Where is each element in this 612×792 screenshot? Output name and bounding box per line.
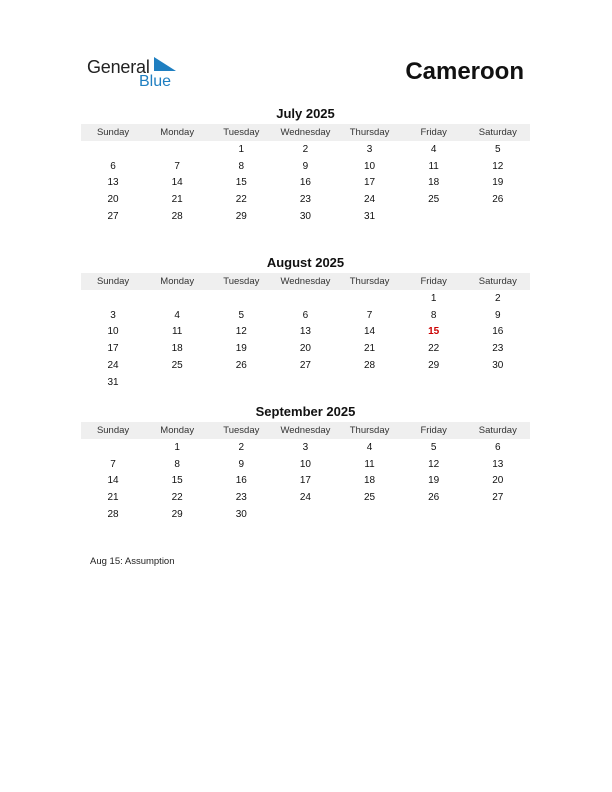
weekday-label: Monday (160, 127, 195, 138)
week-row (81, 439, 530, 456)
weekday-label: Wednesday (280, 425, 331, 436)
week-row (81, 473, 530, 490)
country-title: Cameroon (405, 58, 524, 85)
day-cell: 3 (302, 441, 309, 453)
month-title: July 2025 (276, 106, 335, 121)
week-row (81, 175, 530, 192)
day-cell: 15 (428, 326, 440, 338)
day-cell: 7 (366, 309, 373, 321)
day-cell: 30 (299, 211, 311, 223)
day-cell: 6 (495, 441, 501, 453)
day-cell: 28 (364, 360, 376, 372)
day-cell: 11 (364, 458, 375, 470)
day-cell: 28 (171, 211, 183, 223)
day-cell: 29 (428, 360, 440, 372)
weekday-label: Wednesday (280, 276, 331, 287)
month-title: August 2025 (266, 255, 345, 270)
day-cell: 25 (428, 194, 440, 206)
day-cell: 12 (492, 160, 504, 172)
day-cell: 21 (171, 194, 183, 206)
day-cell: 11 (171, 326, 183, 338)
weekday-label: Friday (420, 276, 447, 287)
week-row (81, 489, 530, 506)
week-row (81, 158, 530, 175)
day-cell: 31 (107, 376, 119, 388)
week-row (81, 374, 530, 391)
day-cell: 19 (492, 177, 504, 189)
weekday-label: Wednesday (280, 127, 331, 138)
day-cell: 20 (492, 475, 504, 487)
day-cell: 3 (110, 309, 116, 321)
weekday-label: Friday (420, 127, 447, 138)
day-cell: 7 (110, 458, 116, 470)
weekday-header-row (81, 273, 530, 290)
day-cell: 16 (492, 326, 504, 338)
day-cell: 14 (171, 177, 183, 189)
day-cell: 13 (107, 177, 119, 189)
week-row (81, 208, 530, 225)
day-cell: 12 (428, 458, 440, 470)
day-cell: 16 (299, 177, 311, 189)
day-cell: 18 (428, 177, 440, 189)
day-cell: 8 (430, 309, 437, 321)
day-cell: 9 (302, 160, 309, 172)
day-cell: 17 (299, 475, 311, 487)
weekday-label: Thursday (349, 425, 390, 436)
day-cell: 19 (235, 343, 247, 355)
day-cell: 17 (364, 177, 376, 189)
day-cell: 15 (235, 177, 247, 189)
day-cell: 24 (107, 360, 119, 372)
day-cell: 13 (492, 458, 504, 470)
day-cell: 25 (171, 360, 183, 372)
day-cell: 23 (299, 194, 311, 206)
day-cell: 6 (302, 309, 309, 321)
weekday-label: Tuesday (223, 127, 260, 138)
holiday-note: Aug 15: Assumption (90, 556, 175, 567)
day-cell: 25 (364, 492, 376, 504)
day-cell: 28 (107, 509, 119, 521)
day-cell: 6 (110, 160, 116, 172)
day-cell: 29 (235, 211, 247, 223)
week-row (81, 191, 530, 208)
day-cell: 2 (302, 143, 309, 155)
day-cell: 18 (171, 343, 183, 355)
day-cell: 26 (235, 360, 247, 372)
day-cell: 1 (430, 292, 437, 304)
day-cell: 2 (238, 441, 245, 453)
week-row (81, 290, 530, 307)
day-cell: 14 (364, 326, 376, 338)
day-cell: 27 (107, 211, 119, 223)
weekday-label: Sunday (96, 276, 130, 287)
day-cell: 22 (171, 492, 183, 504)
day-cell: 8 (174, 458, 180, 470)
week-row (81, 357, 530, 374)
weekday-header-row (81, 422, 530, 439)
day-cell: 1 (174, 441, 180, 453)
weekday-label: Saturday (478, 425, 517, 436)
day-cell: 5 (430, 441, 437, 453)
day-cell: 13 (299, 326, 311, 338)
month-calendar-august (81, 255, 530, 391)
day-cell: 17 (107, 343, 119, 355)
day-cell: 21 (107, 492, 119, 504)
day-cell: 21 (364, 343, 376, 355)
day-cell: 29 (171, 509, 183, 521)
day-cell: 1 (238, 143, 245, 155)
day-cell: 5 (238, 309, 245, 321)
day-cell: 26 (492, 194, 504, 206)
weekday-label: Sunday (96, 425, 130, 436)
weekday-label: Saturday (478, 127, 517, 138)
day-cell: 10 (299, 458, 311, 470)
logo-general-text: General (87, 57, 150, 77)
weekday-label: Friday (420, 425, 447, 436)
logo-triangle-icon (154, 57, 176, 71)
weekday-label: Tuesday (223, 425, 260, 436)
day-cell: 23 (235, 492, 247, 504)
day-cell: 10 (107, 326, 119, 338)
month-calendar-july (81, 106, 530, 225)
day-cell: 4 (174, 309, 180, 321)
day-cell: 27 (492, 492, 504, 504)
month-calendar-september (81, 404, 530, 523)
day-cell: 4 (366, 441, 373, 453)
logo (87, 55, 187, 91)
day-cell: 24 (299, 492, 311, 504)
week-row (81, 456, 530, 473)
day-cell: 12 (235, 326, 247, 338)
day-cell: 9 (238, 458, 245, 470)
day-cell: 24 (364, 194, 376, 206)
day-cell: 19 (428, 475, 440, 487)
day-cell: 23 (492, 343, 504, 355)
day-cell: 11 (428, 160, 439, 172)
weekday-label: Monday (160, 425, 195, 436)
month-title: September 2025 (255, 404, 356, 419)
day-cell: 22 (235, 194, 247, 206)
week-row (81, 307, 530, 324)
day-cell: 30 (492, 360, 504, 372)
holiday-notes (90, 556, 175, 567)
logo-blue-text: Blue (139, 73, 172, 90)
day-cell: 16 (235, 475, 247, 487)
weekday-header-row (81, 124, 530, 141)
week-row (81, 141, 530, 158)
weekday-label: Thursday (349, 276, 390, 287)
day-cell: 8 (238, 160, 245, 172)
week-row (81, 506, 530, 523)
weekday-label: Monday (160, 276, 195, 287)
day-cell: 18 (364, 475, 376, 487)
day-cell: 30 (235, 509, 247, 521)
day-cell: 4 (430, 143, 437, 155)
day-cell: 15 (171, 475, 183, 487)
day-cell: 31 (364, 211, 376, 223)
day-cell: 2 (495, 292, 501, 304)
day-cell: 10 (364, 160, 376, 172)
day-cell: 5 (495, 143, 501, 155)
weekday-label: Sunday (96, 127, 130, 138)
weekday-label: Tuesday (223, 276, 260, 287)
day-cell: 3 (366, 143, 373, 155)
day-cell: 27 (299, 360, 311, 372)
day-cell: 14 (107, 475, 119, 487)
day-cell: 7 (174, 160, 180, 172)
weekday-label: Thursday (349, 127, 390, 138)
day-cell: 20 (107, 194, 119, 206)
weekday-label: Saturday (478, 276, 517, 287)
day-cell: 22 (428, 343, 440, 355)
week-row (81, 340, 530, 357)
day-cell: 26 (428, 492, 440, 504)
day-cell: 9 (495, 309, 501, 321)
day-cell: 20 (299, 343, 311, 355)
week-row (81, 324, 530, 341)
